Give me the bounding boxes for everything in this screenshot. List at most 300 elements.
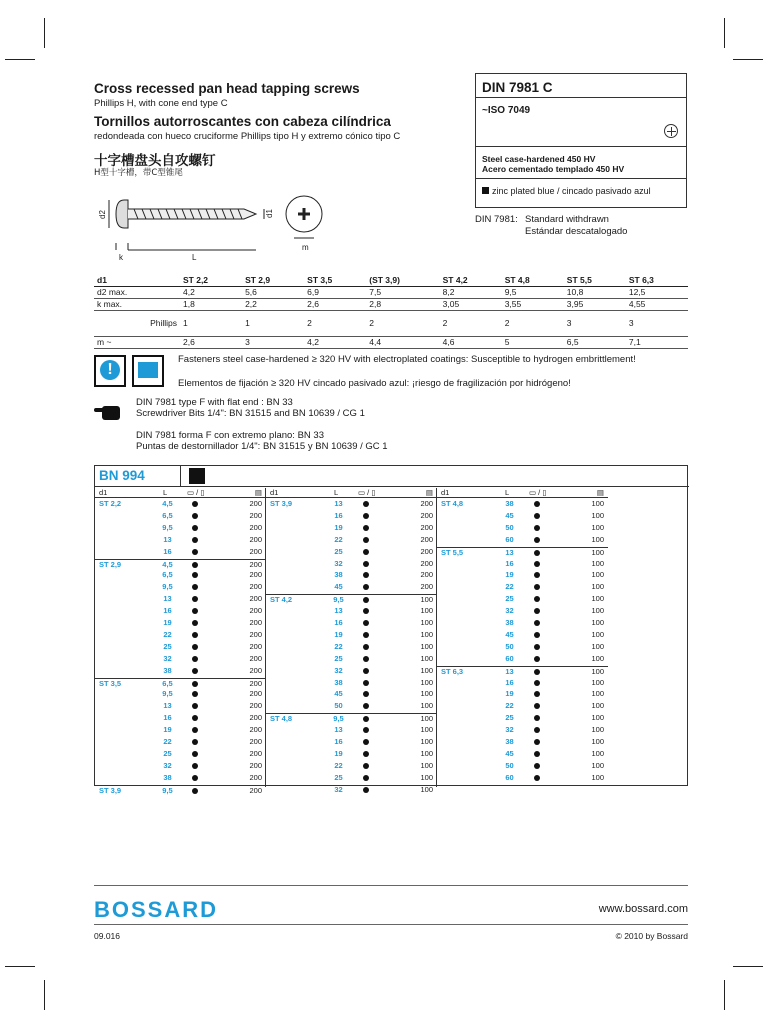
availability-dot-icon [363,597,369,603]
subtitle-english: Phillips H, with cone end type C [94,98,228,109]
bn-row[interactable] [266,666,437,678]
bn-row[interactable] [266,570,437,582]
dimension-cell: 12,5 [626,286,688,298]
availability-dot-icon [534,739,540,745]
availability-dot-icon [363,751,369,757]
length: 4,5 [162,559,173,569]
dimension-cell: 1 [180,310,242,336]
availability-dot-icon [534,656,540,662]
bn-row[interactable] [266,499,437,511]
bn-row[interactable] [266,737,437,749]
quantity-icon: ▤ [425,488,433,497]
length: 13 [163,701,172,711]
thread-size: ST 3,5 [99,678,122,688]
quantity: 200 [249,785,262,795]
quantity: 200 [249,665,262,675]
dimension-cell: 4,2 [304,336,366,348]
title-spanish: Tornillos autorroscantes con cabeza cilíndrica [94,114,391,129]
quantity: 100 [420,618,433,627]
quantity: 200 [249,701,262,711]
dimension-cell: Phillips [94,310,180,336]
dimension-cell: m ~ [94,336,180,348]
page-number: 09.016 [94,931,120,941]
bn-row[interactable] [266,547,437,559]
availability-dot-icon [534,751,540,757]
note-line: Screwdriver Bits 1/4": BN 31515 and BN 10639 / CG 1 [136,408,365,419]
package-type-icon: ▭ / ▯ [187,488,205,497]
bn-row[interactable] [437,689,608,701]
availability-dot-icon [192,775,198,781]
quantity: 100 [591,618,604,627]
availability-dot-icon [363,572,369,578]
crop-mark [733,59,763,60]
dimension-row [94,310,688,336]
length: 45 [505,510,514,520]
dimension-table [94,274,688,349]
bn-column-group [437,488,608,787]
quantity: 100 [591,570,604,580]
bn-row[interactable] [266,523,437,535]
quantity: 100 [591,558,604,568]
length: 19 [163,725,172,735]
availability-dot-icon [534,620,540,626]
length: 32 [334,784,343,794]
bn-row[interactable] [266,701,437,713]
copyright: © 2010 by Bossard [615,931,688,941]
availability-dot-icon [534,680,540,686]
availability-dot-icon [363,549,369,555]
bn-row[interactable] [95,523,266,535]
bn-row[interactable] [95,642,266,654]
bn-row[interactable] [437,678,608,690]
bn-row[interactable] [95,618,266,630]
dimension-cell: 4,55 [626,298,688,310]
bn-row[interactable] [95,630,266,642]
bn-row[interactable] [437,737,608,749]
warning-english: Fasteners steel case-hardened ≥ 320 HV with electroplated coatings: Susceptible to hydrogen embrittlement! [178,354,636,365]
availability-dot-icon [534,691,540,697]
din-title: DIN 7981 C [482,80,553,95]
bn-row[interactable] [437,523,608,535]
length: 16 [334,618,343,627]
quantity: 100 [420,748,433,758]
bn-row[interactable] [437,618,608,630]
bn-row[interactable] [266,785,437,797]
length: 9,5 [162,785,173,795]
bn-row[interactable] [95,678,266,690]
bn-row[interactable] [266,654,437,666]
bn-row[interactable] [95,701,266,713]
bn-row[interactable] [95,689,266,701]
availability-dot-icon [534,632,540,638]
bn-row[interactable] [95,761,266,773]
svg-text:L: L [192,253,197,262]
quantity: 100 [591,666,604,676]
length: 38 [505,499,514,508]
dimension-cell: 3 [242,336,304,348]
finish-swatch-icon [482,187,489,194]
bn-row[interactable] [95,606,266,618]
quantity: 100 [591,725,604,735]
footer-rule [94,885,688,886]
svg-text:k: k [119,253,123,262]
quantity: 100 [420,737,433,746]
availability-dot-icon [363,739,369,745]
bn-row[interactable] [437,570,608,582]
bn-row[interactable] [95,570,266,582]
quantity: 200 [249,534,262,544]
availability-dot-icon [363,632,369,638]
status-key: DIN 7981: [475,214,518,225]
length: 16 [334,510,343,520]
quantity: 200 [249,618,262,627]
bn-row[interactable] [95,499,266,511]
dimension-cell: 10,8 [564,286,626,298]
bn-row[interactable] [95,535,266,547]
bn-row[interactable] [95,666,266,678]
bn-row[interactable] [437,642,608,654]
length: 38 [163,772,172,782]
quantity-icon: ▤ [596,488,604,497]
bn-row[interactable] [437,725,608,737]
quantity: 200 [249,760,262,770]
availability-dot-icon [363,525,369,531]
length: 32 [334,665,343,675]
bn-row[interactable] [266,594,437,606]
length: 25 [334,653,343,663]
availability-dot-icon [363,620,369,626]
length: 19 [334,748,343,758]
bn-row[interactable] [266,630,437,642]
bn-row[interactable] [95,749,266,761]
material-spec: Steel case-hardened 450 HV Acero cementado templado 450 HV [482,154,625,174]
dimension-cell: 3 [626,310,688,336]
warning-spanish: Elementos de fijación ≥ 320 HV cincado pasivado azul: ¡riesgo de fragilización por hidrógeno! [178,378,571,389]
quantity: 200 [249,737,262,746]
quantity: 200 [249,641,262,651]
length: 22 [505,701,514,711]
bn-row[interactable] [437,547,608,559]
bn-row[interactable] [95,713,266,725]
quantity: 200 [249,522,262,532]
quantity: 100 [591,499,604,508]
length: 22 [334,760,343,770]
length: 19 [163,618,172,627]
bn-row[interactable] [266,535,437,547]
bn-row[interactable] [437,701,608,713]
bn-row[interactable] [266,559,437,571]
bn-row[interactable] [266,511,437,523]
quantity: 100 [420,641,433,651]
svg-text:m: m [302,243,309,252]
bn-row[interactable] [437,654,608,666]
availability-dot-icon [363,703,369,709]
dimension-cell: 2 [502,310,564,336]
length: 16 [163,546,172,556]
availability-dot-icon [534,763,540,769]
dimension-header-cell: ST 5,5 [564,274,626,286]
bn-row[interactable] [437,499,608,511]
bn-row[interactable] [95,582,266,594]
bn-row[interactable] [437,535,608,547]
length: 13 [505,547,514,557]
quantity: 100 [591,748,604,758]
dimension-cell: 5,6 [242,286,304,298]
crop-mark [5,59,35,60]
availability-dot-icon [192,788,198,794]
length: 9,5 [333,714,344,724]
quantity: 200 [420,499,433,508]
length: 19 [334,522,343,532]
quantity: 100 [591,772,604,782]
quantity: 100 [420,595,433,605]
bn-row[interactable] [437,713,608,725]
availability-dot-icon [192,584,198,590]
availability-dot-icon [192,727,198,733]
bn-row[interactable] [95,785,266,797]
length: 25 [505,713,514,723]
dimension-cell: 2 [440,310,502,336]
subtitle-spanish: redondeada con hueco cruciforme Phillips tipo H y extremo cónico tipo C [94,131,401,142]
bn-row[interactable] [437,666,608,678]
thread-size: ST 2,9 [99,559,122,569]
divider [476,97,686,98]
quantity: 100 [591,677,604,687]
length: 32 [505,606,514,616]
bn-row[interactable] [95,594,266,606]
quantity: 100 [420,714,433,724]
bn-row[interactable] [266,713,437,725]
length: 60 [505,534,514,544]
quantity: 200 [249,653,262,663]
quantity: 100 [591,547,604,557]
availability-dot-icon [534,561,540,567]
quantity: 200 [249,772,262,782]
bn-row[interactable] [266,761,437,773]
bn-row[interactable] [95,725,266,737]
dimension-cell: 2 [304,310,366,336]
quantity: 100 [420,772,433,782]
availability-dot-icon [192,525,198,531]
availability-dot-icon [363,763,369,769]
bn-row[interactable] [437,761,608,773]
dimension-cell: 1,8 [180,298,242,310]
bn-row[interactable] [266,725,437,737]
length: 25 [505,594,514,604]
availability-dot-icon [363,668,369,674]
crop-mark [44,18,45,48]
length: 13 [505,666,514,676]
availability-dot-icon [192,703,198,709]
length: 13 [334,499,343,508]
length: 13 [163,534,172,544]
bn-row[interactable] [266,749,437,761]
bn-994-table [94,465,688,795]
bn-row[interactable] [437,582,608,594]
length: 4,5 [162,499,173,508]
length: 38 [505,737,514,746]
dimension-cell: 6,9 [304,286,366,298]
status-en: Standard withdrawn [525,214,609,225]
thread-size: ST 4,8 [441,499,464,508]
dimension-header-cell: ST 2,9 [242,274,304,286]
availability-dot-icon [534,669,540,675]
length: 9,5 [162,522,173,532]
dimension-row [94,336,688,348]
length: 45 [505,629,514,639]
availability-dot-icon [192,632,198,638]
availability-dot-icon [363,608,369,614]
length: 32 [334,558,343,568]
note-line: DIN 7981 forma F con extremo plano: BN 33 [136,430,324,441]
length: 38 [334,677,343,687]
length: 6,5 [162,570,173,580]
dimension-header-cell: ST 2,2 [180,274,242,286]
crop-mark [724,980,725,1010]
length: 25 [334,546,343,556]
quantity: 100 [591,653,604,663]
dimension-cell: 2,6 [180,336,242,348]
dimension-cell: 9,5 [502,286,564,298]
length: 9,5 [162,689,173,699]
availability-dot-icon [534,513,540,519]
thread-size: ST 3,9 [270,499,293,508]
quantity: 100 [591,737,604,746]
quantity: 200 [420,558,433,568]
quantity: 200 [420,546,433,556]
bn-row[interactable] [266,773,437,785]
quantity: 100 [420,725,433,735]
availability-dot-icon [363,691,369,697]
dimension-cell: 7,1 [626,336,688,348]
website-link[interactable]: www.bossard.com [598,903,688,915]
bn-column-header [437,488,608,498]
status-es: Estándar descatalogado [525,226,628,237]
availability-dot-icon [534,727,540,733]
dimension-cell: 4,6 [440,336,502,348]
bn-row[interactable] [437,630,608,642]
quantity: 100 [591,606,604,616]
note-line: Puntas de destornillador 1/4": BN 31515 y BN 10639 / GC 1 [136,441,388,452]
availability-dot-icon [534,550,540,556]
quantity: 100 [591,760,604,770]
length: 45 [334,689,343,699]
quantity: 200 [249,678,262,688]
bn-row[interactable] [437,773,608,785]
quantity: 100 [420,784,433,794]
quantity: 200 [249,606,262,616]
length: 13 [334,725,343,735]
bn-row[interactable] [437,594,608,606]
availability-dot-icon [534,596,540,602]
quantity: 200 [420,510,433,520]
screw-drawing [94,188,334,268]
bn-row[interactable] [95,547,266,559]
length: 45 [334,582,343,592]
quantity: 200 [249,546,262,556]
svg-text:d1: d1 [265,209,274,218]
length: 22 [334,534,343,544]
col-d-label: d1 [441,488,450,497]
quantity: 200 [249,713,262,723]
thread-size: ST 6,3 [441,666,464,676]
availability-dot-icon [363,561,369,567]
bn-row[interactable] [437,559,608,571]
bn-row[interactable] [95,559,266,571]
dimension-header-cell: ST 3,5 [304,274,366,286]
availability-dot-icon [363,656,369,662]
dimension-cell: 8,2 [440,286,502,298]
phillips-drive-icon [664,124,678,138]
bn-row[interactable] [95,511,266,523]
dimension-cell: 1 [242,310,304,336]
bn-row[interactable] [266,689,437,701]
bn-row[interactable] [437,511,608,523]
dimension-header-row [94,274,688,286]
bn-row[interactable] [266,618,437,630]
availability-dot-icon [192,739,198,745]
quantity: 100 [420,701,433,711]
length: 32 [163,653,172,663]
availability-dot-icon [534,537,540,543]
availability-dot-icon [192,681,198,687]
length: 16 [163,713,172,723]
bn-row[interactable] [437,749,608,761]
length: 25 [163,748,172,758]
availability-dot-icon [363,727,369,733]
thread-size: ST 2,2 [99,499,122,508]
length: 9,5 [333,595,344,605]
dimension-header-cell: d1 [94,274,180,286]
availability-dot-icon [363,680,369,686]
bn-row[interactable] [266,606,437,618]
length: 25 [163,641,172,651]
length: 19 [505,570,514,580]
availability-dot-icon [363,501,369,507]
col-l-label: L [505,488,510,497]
bn-row[interactable] [437,606,608,618]
quantity: 100 [591,510,604,520]
bn-row[interactable] [266,642,437,654]
bn-row[interactable] [266,678,437,690]
dimension-cell: 7,5 [366,286,439,298]
bn-row[interactable] [95,773,266,785]
dimension-cell: 4,2 [180,286,242,298]
quantity: 100 [420,677,433,687]
bn-row[interactable] [266,582,437,594]
length: 22 [163,737,172,746]
pointing-hand-icon [94,402,126,424]
bn-row[interactable] [95,654,266,666]
thread-size: ST 5,5 [441,547,464,557]
dimension-header-cell: ST 4,2 [440,274,502,286]
bn-row[interactable] [95,737,266,749]
availability-dot-icon [363,537,369,543]
length: 19 [334,629,343,639]
dimension-cell: 2,6 [304,298,366,310]
crop-mark [5,966,35,967]
dimension-header-cell: ST 6,3 [626,274,688,286]
quantity: 200 [420,534,433,544]
availability-dot-icon [192,549,198,555]
dimension-cell: 3,95 [564,298,626,310]
quantity: 200 [249,582,262,592]
availability-dot-icon [192,537,198,543]
availability-dot-icon [534,775,540,781]
availability-dot-icon [363,775,369,781]
availability-dot-icon [192,608,198,614]
thread-size: ST 4,2 [270,595,293,605]
